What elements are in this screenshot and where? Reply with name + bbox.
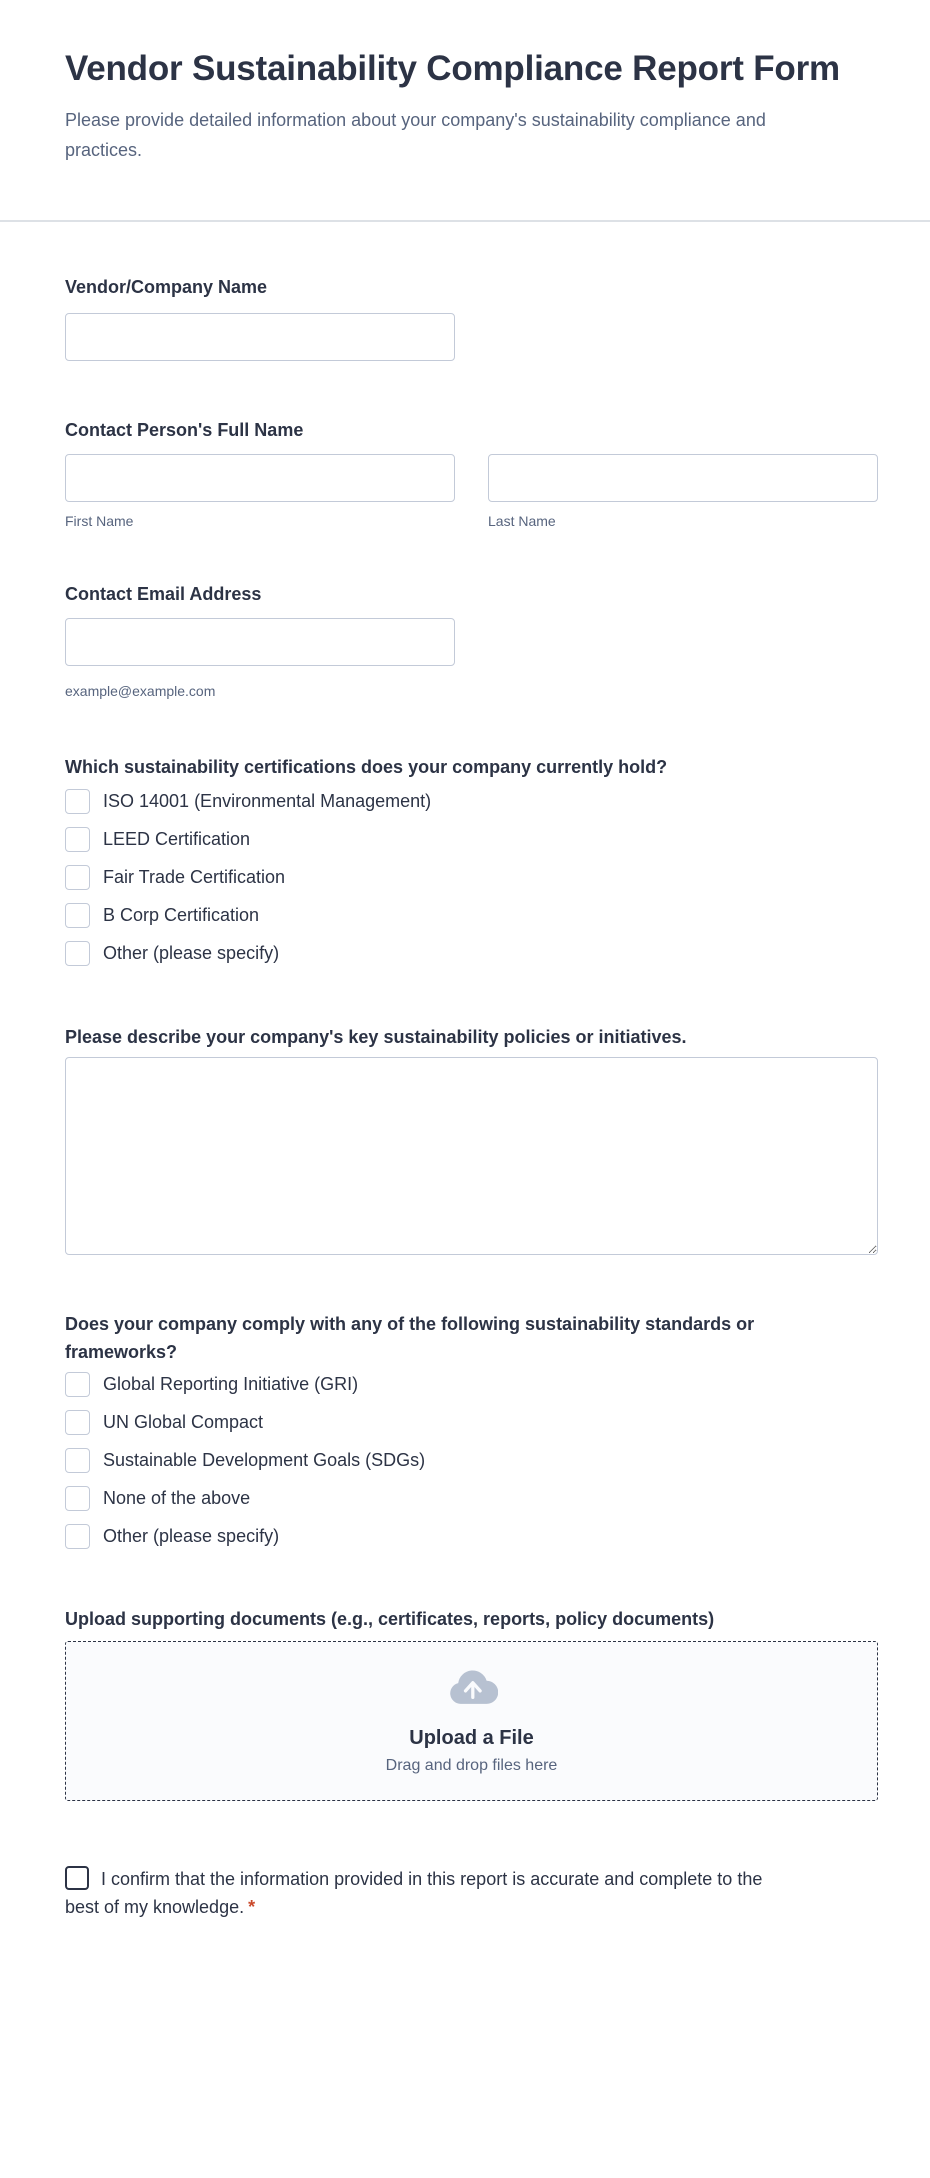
option-label: Other (please specify) xyxy=(103,943,280,963)
email-sublabel: example@example.com xyxy=(65,683,216,699)
confirmation-row[interactable] xyxy=(65,1865,795,1921)
option-label: Global Reporting Initiative (GRI) xyxy=(103,1374,359,1394)
certification-option-fair-trade[interactable] xyxy=(65,865,865,890)
field-certifications xyxy=(65,753,865,966)
form-header xyxy=(0,0,930,165)
certifications-label: Which sustainability certifications does your company currently hold? xyxy=(65,757,668,777)
standards-options xyxy=(65,1372,865,1549)
contact-name-label: Contact Person's Full Name xyxy=(65,420,304,440)
field-policies xyxy=(65,1023,865,1255)
cloud-upload-icon xyxy=(446,1666,498,1706)
option-label: LEED Certification xyxy=(103,829,251,849)
checkbox-leed[interactable] xyxy=(65,827,90,852)
option-label: Fair Trade Certification xyxy=(103,867,286,887)
vendor-name-input[interactable] xyxy=(65,313,455,361)
policies-label: Please describe your company's key sustainability policies or initiatives. xyxy=(65,1027,687,1047)
first-name-input[interactable] xyxy=(65,454,455,502)
field-contact-name xyxy=(65,416,865,530)
standards-option-un-global-compact[interactable] xyxy=(65,1410,865,1435)
standards-option-sdgs[interactable] xyxy=(65,1448,865,1473)
option-label: B Corp Certification xyxy=(103,905,260,925)
checkbox-gri[interactable] xyxy=(65,1372,90,1397)
email-label: Contact Email Address xyxy=(65,584,262,604)
standards-option-gri[interactable] xyxy=(65,1372,865,1397)
certification-option-other[interactable] xyxy=(65,941,865,966)
last-name-column xyxy=(488,454,878,530)
last-name-input[interactable] xyxy=(488,454,878,502)
last-name-sublabel: Last Name xyxy=(488,513,556,529)
field-confirmation xyxy=(65,1865,865,1921)
option-label: ISO 14001 (Environmental Management) xyxy=(103,791,432,811)
checkbox-iso14001[interactable] xyxy=(65,789,90,814)
checkbox-un-global-compact[interactable] xyxy=(65,1410,90,1435)
field-vendor-name xyxy=(65,273,865,361)
upload-label: Upload supporting documents (e.g., certificates, reports, policy documents) xyxy=(65,1609,715,1629)
field-standards xyxy=(65,1310,865,1549)
certification-option-leed[interactable] xyxy=(65,827,865,852)
option-label: Sustainable Development Goals (SDGs) xyxy=(103,1450,426,1470)
upload-button-text[interactable]: Upload a File xyxy=(409,1727,534,1749)
required-asterisk: * xyxy=(248,1897,256,1917)
name-grid xyxy=(65,454,865,530)
field-upload xyxy=(65,1605,865,1801)
certification-option-b-corp[interactable] xyxy=(65,903,865,928)
upload-hint: Drag and drop files here xyxy=(385,1757,558,1774)
option-label: None of the above xyxy=(103,1488,251,1508)
confirmation-checkbox[interactable] xyxy=(65,1866,89,1890)
file-dropzone[interactable] xyxy=(65,1641,878,1801)
certifications-options xyxy=(65,789,865,966)
checkbox-sdgs[interactable] xyxy=(65,1448,90,1473)
certification-option-iso14001[interactable] xyxy=(65,789,865,814)
checkbox-certification-other[interactable] xyxy=(65,941,90,966)
first-name-column xyxy=(65,454,455,530)
first-name-sublabel: First Name xyxy=(65,513,134,529)
option-label: Other (please specify) xyxy=(103,1526,280,1546)
checkbox-b-corp[interactable] xyxy=(65,903,90,928)
checkbox-fair-trade[interactable] xyxy=(65,865,90,890)
page-title: Vendor Sustainability Compliance Report Form xyxy=(65,49,840,88)
standards-label: Does your company comply with any of the following sustainability standards or frameworks? xyxy=(65,1314,755,1362)
form-body xyxy=(0,273,930,1921)
checkbox-standards-none[interactable] xyxy=(65,1486,90,1511)
option-label: UN Global Compact xyxy=(103,1412,264,1432)
checkbox-standards-other[interactable] xyxy=(65,1524,90,1549)
confirmation-text: I confirm that the information provided in this report is accurate and complete to the best of my knowledge. xyxy=(65,1869,763,1917)
form-subtitle: Please provide detailed information about your company's sustainability compliance and practices. xyxy=(65,110,766,160)
standards-option-none[interactable] xyxy=(65,1486,865,1511)
field-contact-email xyxy=(65,580,865,700)
header-divider xyxy=(0,220,930,222)
vendor-name-label: Vendor/Company Name xyxy=(65,277,268,297)
email-input[interactable] xyxy=(65,618,455,666)
policies-textarea[interactable] xyxy=(65,1057,878,1255)
standards-option-other[interactable] xyxy=(65,1524,865,1549)
